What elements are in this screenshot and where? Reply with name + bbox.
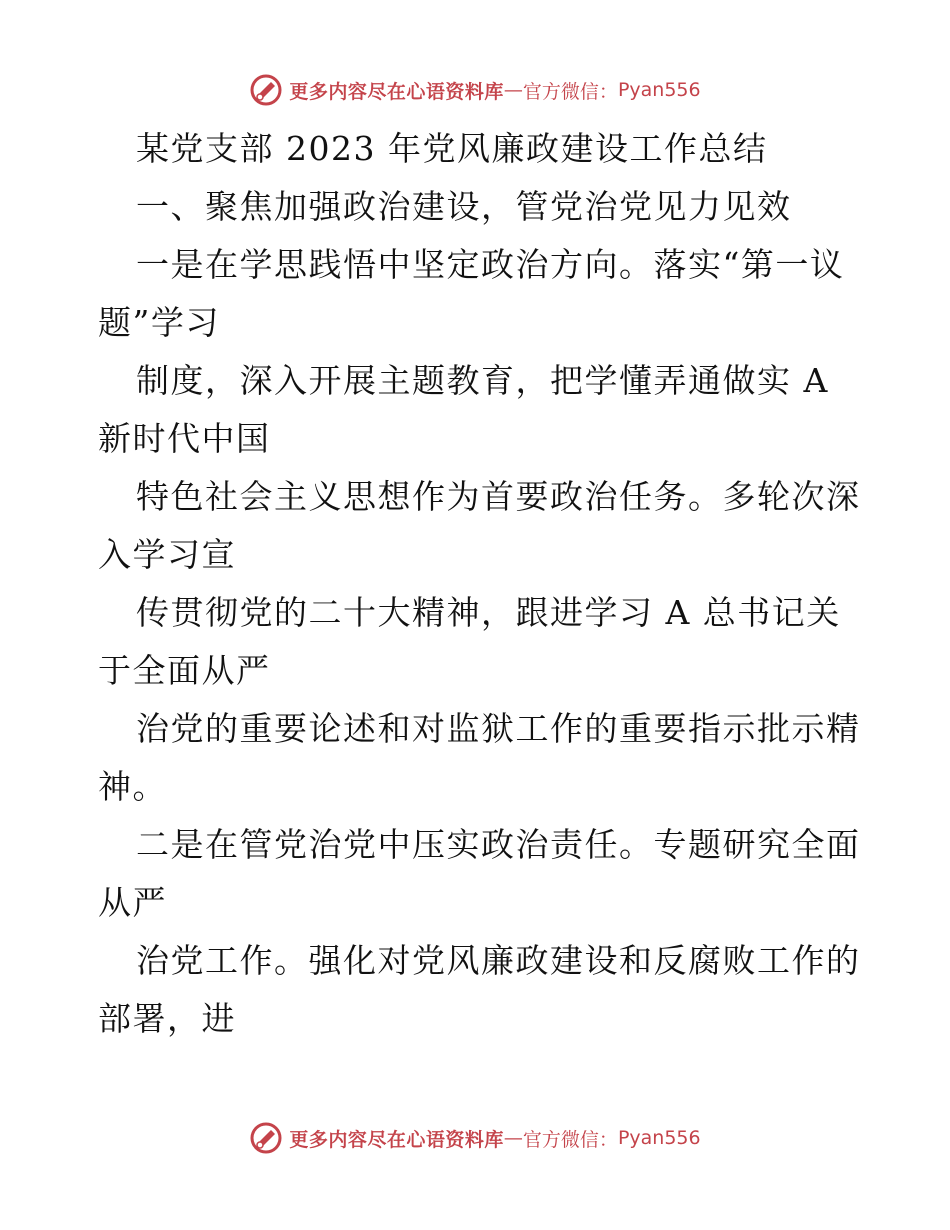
logo-icon (249, 1121, 283, 1155)
watermark-header (0, 70, 950, 110)
watermark-account-label: 官方微信： (522, 80, 618, 103)
watermark-account-id: Pyan556 (617, 1127, 701, 1149)
document-title: 某党支部 2023 年党风廉政建设工作总结 (136, 129, 768, 168)
paragraph-line: 神。 (98, 767, 167, 806)
watermark-account-label: 官方微信： (522, 1128, 618, 1151)
watermark-dash: — (503, 1127, 523, 1149)
paragraph-line: 治党的重要论述和对监狱工作的重要指示批示精 (136, 709, 861, 748)
watermark-account-id: Pyan556 (617, 79, 701, 101)
paragraph-line: 治党工作。强化对党风廉政建设和反腐败工作的 (136, 941, 861, 980)
paragraph-line: 一是在学思践悟中坚定政治方向。落实“第一议 (136, 245, 845, 284)
watermark-footer (0, 1118, 950, 1158)
paragraph-line: 入学习宣 (98, 535, 236, 574)
document-body (98, 120, 861, 1048)
paragraph-line: 传贯彻党的二十大精神，跟进学习 A 总书记关 (136, 593, 841, 632)
paragraph-line: 从严 (98, 883, 167, 922)
paragraph-line: 制度，深入开展主题教育，把学懂弄通做实 A (136, 361, 829, 400)
paragraph-line: 部署，进 (98, 999, 236, 1038)
paragraph-line: 新时代中国 (98, 419, 271, 458)
paragraph-line: 二是在管党治党中压实政治责任。专题研究全面 (136, 825, 861, 864)
watermark-dash: — (503, 79, 523, 101)
watermark-text: 更多内容尽在心语资料库 (289, 1128, 504, 1151)
watermark-text: 更多内容尽在心语资料库 (289, 80, 504, 103)
paragraph-line: 特色社会主义思想作为首要政治任务。多轮次深 (136, 477, 861, 516)
paragraph-line: 于全面从严 (98, 651, 271, 690)
logo-icon (249, 73, 283, 107)
section-heading: 一、聚焦加强政治建设，管党治党见力见效 (136, 187, 792, 226)
paragraph-line: 题”学习 (98, 303, 220, 342)
